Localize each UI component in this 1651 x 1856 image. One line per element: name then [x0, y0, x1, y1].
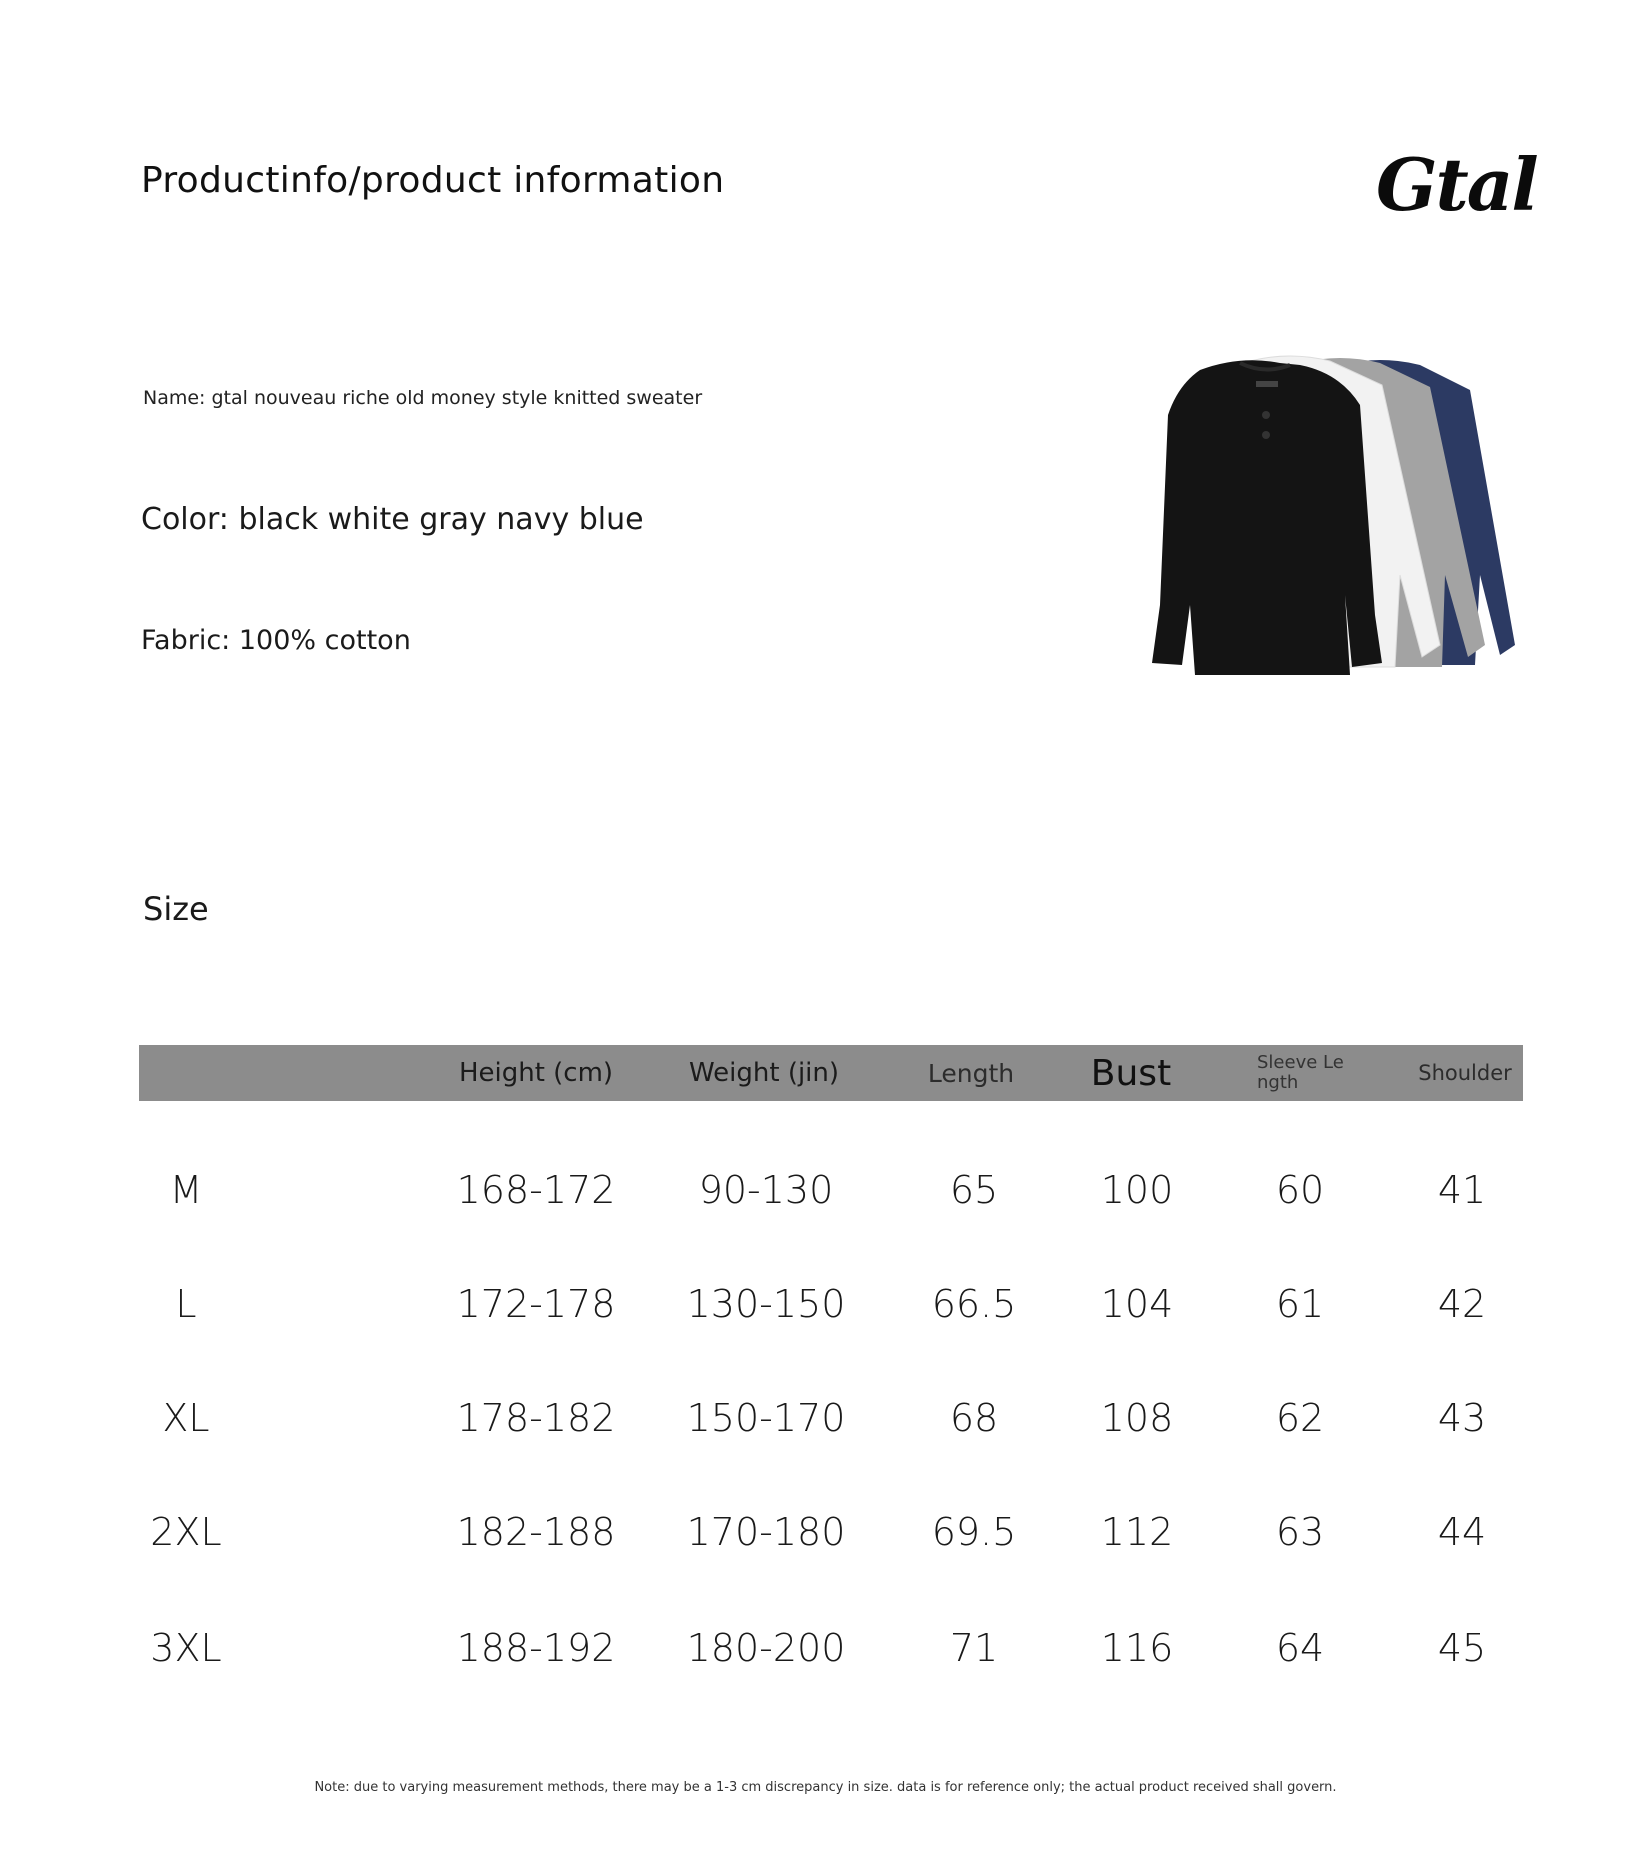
page-title: Productinfo/product information	[141, 160, 725, 201]
brand-logo: Gtal	[1376, 142, 1537, 227]
table-cell-length: 66.5	[931, 1282, 1017, 1326]
column-header-shoulder: Shoulder	[1418, 1061, 1512, 1085]
table-cell-sleeve: 63	[1275, 1510, 1325, 1554]
table-row-size: 3XL	[150, 1626, 222, 1670]
column-header-length: Length	[927, 1058, 1015, 1088]
table-cell-length: 69.5	[931, 1510, 1017, 1554]
table-cell-shoulder: 44	[1437, 1510, 1487, 1554]
table-cell-bust: 108	[1100, 1396, 1174, 1440]
table-cell-height: 168-172	[456, 1168, 616, 1212]
table-cell-shoulder: 43	[1437, 1396, 1487, 1440]
size-heading: Size	[143, 890, 209, 928]
table-cell-length: 68	[949, 1396, 999, 1440]
table-cell-height: 178-182	[456, 1396, 616, 1440]
table-row-size: L	[175, 1282, 197, 1326]
table-cell-shoulder: 41	[1437, 1168, 1487, 1212]
table-row-size: 2XL	[150, 1510, 222, 1554]
table-cell-bust: 116	[1100, 1626, 1174, 1670]
table-cell-sleeve: 60	[1275, 1168, 1325, 1212]
product-name: Name: gtal nouveau riche old money style knitted sweater	[143, 387, 703, 409]
table-cell-weight: 90-130	[698, 1168, 834, 1212]
table-cell-shoulder: 45	[1437, 1626, 1487, 1670]
table-cell-weight: 130-150	[686, 1282, 846, 1326]
footnote: Note: due to varying measurement methods, there may be a 1-3 cm discrepancy in size. data is for reference only; the actual product received shall govern.	[314, 1780, 1337, 1795]
table-cell-sleeve: 62	[1275, 1396, 1325, 1440]
table-row-size: M	[169, 1168, 203, 1212]
product-fabric: Fabric: 100% cotton	[141, 625, 411, 656]
table-cell-height: 182-188	[456, 1510, 616, 1554]
table-cell-height: 172-178	[456, 1282, 616, 1326]
table-cell-sleeve: 64	[1275, 1626, 1325, 1670]
table-cell-length: 71	[949, 1626, 999, 1670]
product-image	[1090, 345, 1540, 685]
table-cell-sleeve: 61	[1275, 1282, 1325, 1326]
column-header-bust: Bust	[1090, 1052, 1172, 1094]
column-header-sleeve-length: Sleeve Le ngth	[1257, 1052, 1344, 1093]
table-cell-weight: 180-200	[686, 1626, 846, 1670]
column-header-height: Height (cm)	[458, 1058, 614, 1088]
table-cell-bust: 112	[1100, 1510, 1174, 1554]
table-cell-length: 65	[949, 1168, 999, 1212]
table-cell-weight: 150-170	[686, 1396, 846, 1440]
table-cell-bust: 104	[1100, 1282, 1174, 1326]
column-header-weight: Weight (jin)	[688, 1058, 840, 1088]
product-color: Color: black white gray navy blue	[141, 502, 644, 537]
table-cell-shoulder: 42	[1437, 1282, 1487, 1326]
table-row-size: XL	[162, 1396, 210, 1440]
table-cell-weight: 170-180	[686, 1510, 846, 1554]
table-cell-bust: 100	[1100, 1168, 1174, 1212]
table-cell-height: 188-192	[456, 1626, 616, 1670]
